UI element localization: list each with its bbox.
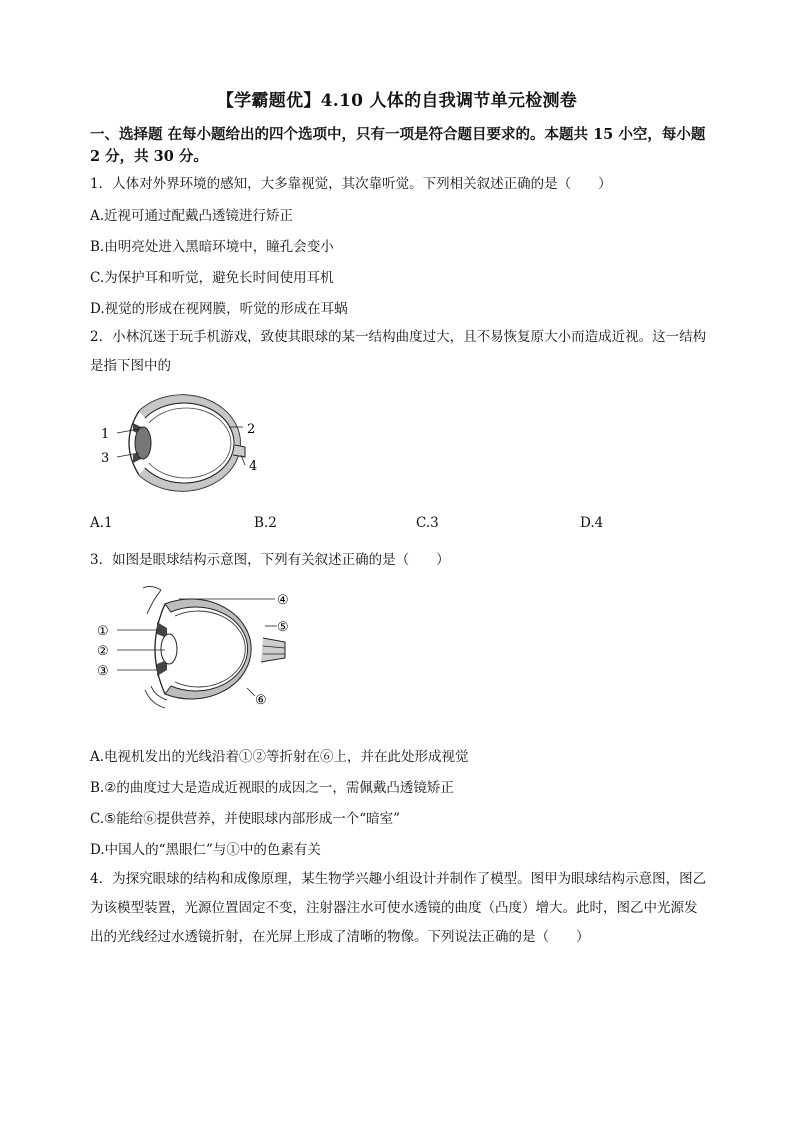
question-2-option-c: C.3 xyxy=(416,515,439,531)
question-4-stem: 4．为探究眼球的结构和成像原理，某生物学兴趣小组设计并制作了模型。图甲为眼球结构示意图，图乙为该模型装置，光源位置固定不变，注射器注水可使水透镜的曲度（凸度）增大。此时，图乙中光源发出的光线经过水透镜折射，在光屏上形成了清晰的物像。下列说法正确的是（ ） xyxy=(90,871,707,945)
eye-label-2: 2 xyxy=(247,422,256,437)
eye-diagram-q3 xyxy=(95,582,295,717)
eye-label-circled-6: ⑥ xyxy=(255,693,267,708)
section-header: 一、选择题 在每小题给出的四个选项中，只有一项是符合题目要求的。本题共 15 小空，每小题 2 分，共 30 分。 xyxy=(90,126,706,165)
question-2-option-a: A.1 xyxy=(90,515,113,531)
question-3-option-d: D.中国人的“黑眼仁”与①中的色素有关 xyxy=(90,842,321,858)
eye-label-3: 3 xyxy=(101,451,110,466)
question-3-option-a: A.电视机发出的光线沿着①②等折射在⑥上，并在此处形成视觉 xyxy=(90,749,469,765)
eye-label-circled-4: ④ xyxy=(277,593,289,608)
page-title: 【学霸题优】4.10 人体的自我调节单元检测卷 xyxy=(216,91,578,111)
question-3-option-b: B.②的曲度过大是造成近视眼的成因之一，需佩戴凸透镜矫正 xyxy=(90,780,454,796)
eye-label-circled-3: ③ xyxy=(97,664,109,679)
question-3-stem: 3．如图是眼球结构示意图，下列有关叙述正确的是（ ） xyxy=(90,552,450,568)
question-2-option-d: D.4 xyxy=(580,515,604,531)
question-1-option-c: C.为保护耳和听觉，避免长时间使用耳机 xyxy=(90,270,334,286)
question-1-stem: 1．人体对外界环境的感知，大多靠视觉，其次靠听觉。下列相关叙述正确的是（ ） xyxy=(90,176,612,192)
question-1-option-b: B.由明亮处进入黑暗环境中，瞳孔会变小 xyxy=(90,239,334,255)
eye-label-circled-1: ① xyxy=(97,624,109,639)
question-2-option-b: B.2 xyxy=(254,515,277,531)
eye-label-4: 4 xyxy=(249,459,258,474)
question-1-option-a: A.近视可通过配戴凸透镜进行矫正 xyxy=(90,208,294,224)
eye-label-circled-5: ⑤ xyxy=(277,620,289,635)
eye-diagram-q2 xyxy=(95,385,275,500)
question-1-option-d: D.视觉的形成在视网膜，听觉的形成在耳蜗 xyxy=(90,301,348,317)
eye-label-1: 1 xyxy=(101,427,110,442)
question-2-options xyxy=(90,515,710,535)
eye-label-circled-2: ② xyxy=(97,644,109,659)
question-2-stem: 2．小林沉迷于玩手机游戏，致使其眼球的某一结构曲度过大，且不易恢复原大小而造成近视。这一结构是指下图中的 xyxy=(90,329,707,374)
question-3-option-c: C.⑤能给⑥提供营养，并使眼球内部形成一个“暗室” xyxy=(90,811,401,827)
